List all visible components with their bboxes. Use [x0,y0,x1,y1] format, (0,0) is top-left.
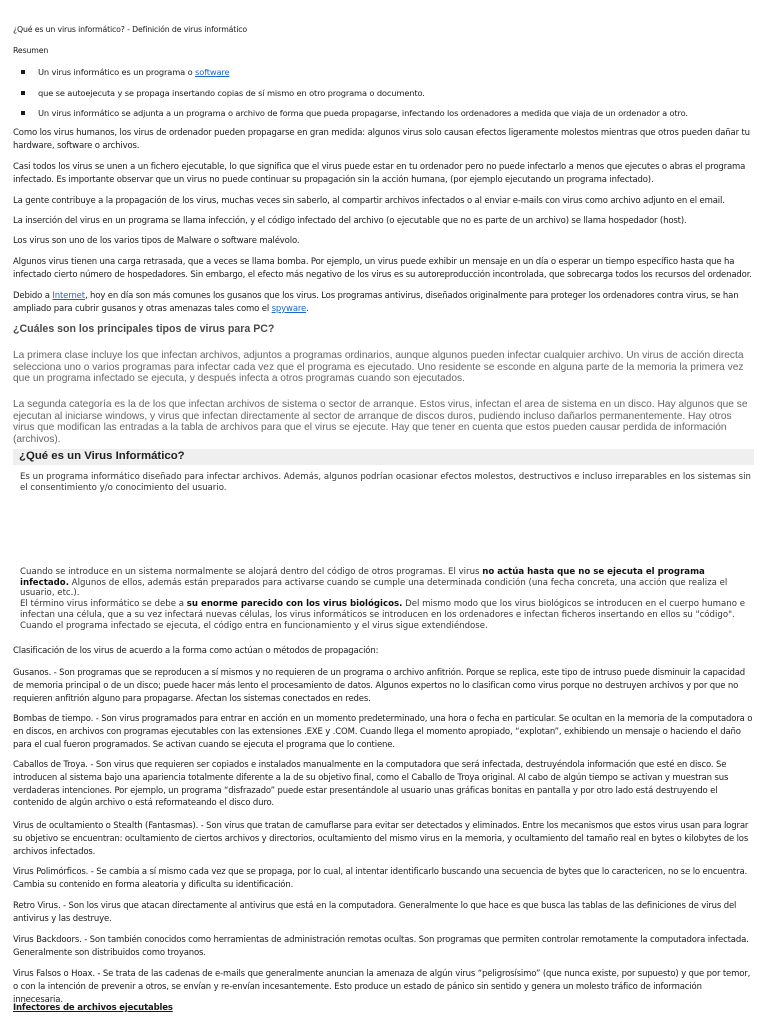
spyware-link[interactable]: spyware [271,303,307,314]
backdoors-paragraph: Virus Backdoors. - Son también conocidos como herramientas de administración remotas ocultas. Son programas que permiten controlar remotamente la computadora infectada. Generalmente son distribuidos como troyanos. [13,935,749,958]
paragraph: La inserción del virus en un programa se llama infección, y el código infectado del archivo (o ejecutable que no es parte de un archivo) se llama hospedador (host). [13,216,687,226]
paragraph: Como los virus humanos, los virus de ordenador pueden propagarse en gran medida: algunos virus solo causan efectos ligeramente molestos mientras que otros pueden dañar tu hardware, software o archivos. [13,128,750,151]
classification-intro: Clasificación de los virus de acuerdo a la forma como actúan o métodos de propagación: [13,646,379,656]
summary-item: que se autoejecuta y se propaga insertando copias de sí mismo en otro programa o documento. [38,87,754,99]
retro-paragraph: Retro Virus. - Son los virus que atacan directamente al antivirus que está en la computadora. Generalmente lo que hace es que busca las tablas de las definiciones de virus del antivirus y las destruye. [13,901,737,924]
what-is-heading: ¿Qué es un Virus Informático? [19,450,185,462]
paragraph: La gente contribuye a la propagación de los virus, muchas veces sin saberlo, al compartir archivos infectados o al enviar e-mails con virus como archivo adjunto en el email. [13,196,725,206]
hoax-paragraph: Virus Falsos o Hoax. - Se trata de las cadenas de e-mails que generalmente anuncian la amenaza de algún virus “peligrosísimo” (que nunca existe, por supuesto) y que por temor, o con la intención de prevenir a otros, se envían y re-envían incesantemente. Esto produce un estado de pánico sin sentido y genera un molesto tráfico de información innecesaria. [13,969,751,1005]
types-paragraph: La segunda categoría es la de los que infectan archivos de sistema o sector de arranque. Estos virus, infectan el area de sistema en un disco. Hay algunos que se ejecutan al iniciarse windows, y virus que infectan directamente al sector de arranque de discos duros, pudiendo incluso dañarlos permanentemente. Hay otros virus que modifican las entradas a la tabla de archivos para que el virus se ejecute. Hay que tener en cuenta que estos pueden causar perdida de información (archivos). [13,399,748,445]
worms-paragraph: Gusanos. - Son programas que se reproducen a sí mismos y no requieren de un programa o archivo anfitrión. Porque se replica, este tipo de intruso puede disminuir la capacidad de memoria principal o de un disco; puede hacer más lento el procesamiento de datos. Algunos expertos no lo clasifican como virus porque no destruyen archivos y por que no requieren anfitrión alguno para propagarse. Afectan los sistemas conectados en redes. [13,668,746,704]
stealth-paragraph: Virus de ocultamiento o Stealth (Fantasmas). - Son virus que tratan de camuflarse para evitar ser detectados y eliminados. Entre los mecanismos que estos virus usan para lograr su objetivo se encuentran: ocultamiento de ciertos archivos y directorios, ocultamiento del mismo virus en la memoria, y ocultamiento del tamaño real en bytes o kilobytes de los archivos infectados. [13,821,749,857]
executables-subheading: Infectores de archivos ejecutables [13,1003,173,1013]
polymorphic-paragraph: Virus Polimórficos. - Se cambia a sí mismo cada vez que se propaga, por lo cual, al intentar identificarlo buscando una secuencia de bytes que lo caractericen, no se lo encuentra. Cambia su contenido en forma aleatoria y dificulta su identificación. [13,867,748,890]
summary-item: Un virus informático es un programa o software [38,66,754,78]
types-heading: ¿Cuáles son los principales tipos de virus para PC? [13,323,275,335]
software-link[interactable]: software [195,67,230,77]
trojans-paragraph: Caballos de Troya. - Son virus que requieren ser copiados e instalados manualmente en la computadora que será infectada, destruyéndola información que esté en disco. Se introducen al sistema bajo una apariencia totalmente diferente a la de su objetivo final, como el Caballo de Troya original. Al cabo de algún tiempo se activan y muestran sus verdaderas intenciones. Por ejemplo, un programa “disfrazado” puede estar presentándole al usuario unas gráficas bonitas en pantalla y por otro lado está destruyendo el contenido de algún archivo o está reformateando el disco duro. [13,760,729,809]
paragraph: Debido a Internet, hoy en día son más comunes los gusanos que los virus. Los programas antivirus, diseñados originalmente para proteger los ordenadores contra virus, se han ampliado para cubrir gusanos y otras amenazas tales como el spyware. [13,291,739,314]
document-title: ¿Qué es un virus informático? - Definición de virus informático [13,25,247,34]
time-bombs-paragraph: Bombas de tiempo. - Son virus programados para entrar en acción en un momento predeterminado, una hora o fecha en particular. Se ocultan en la memoria de la computadora o en discos, en archivos con programas ejecutables con las extensiones .EXE y .COM. Cuando llega el momento apropiado, “explotan”, exhibiendo un mensaje o haciendo el daño para el cual fueron programados. Se activan cuando se ejecuta el programa que lo contiene. [13,714,753,750]
summary-label: Resumen [13,46,49,55]
paragraph: Algunos virus tienen una carga retrasada, que a veces se llama bomba. Por ejemplo, un virus puede exhibir un mensaje en un día o esperar un tiempo específico hasta que ha infectado cierto número de hospedadores. Sin embargo, el efecto más negativo de los virus es su autoreproducción incontrolada, que sobrecarga todos los recursos del ordenador. [13,257,752,280]
paragraph: Casi todos los virus se unen a un fichero ejecutable, lo que significa que el virus puede estar en tu ordenador pero no puede infectarlo a menos que ejecutes o abras el programa infectado. Es importante observar que un virus no puede continuar su propagación sin la acción humana, (por ejemplo ejecutando un programa infectado). [13,162,746,185]
description-paragraph: Cuando se introduce en un sistema normalmente se alojará dentro del código de otros programas. El virus no actúa hasta que no se ejecuta el programa infectado. Algunos de ellos, además están preparados para activarse cuando se cumple una determinada condición (una fecha concreta, una acción que realiza el usuario, etc.). El término virus informático se debe a su enorme parecido con los virus biológicos. Del mismo modo que los virus biológicos se introducen en el cuerpo humano e infectan una célula, que a su vez infectará nuevas células, los virus informáticos se introducen en los ordenadores e infectan ficheros insertando en ellos su "código". Cuando el programa infectado se ejecuta, el código entra en funcionamiento y el virus sigue extendiéndose. [20,567,745,631]
summary-list [38,66,754,128]
section-banner [13,449,754,465]
types-paragraph: La primera clase incluye los que infectan archivos, adjuntos a programas ordinarios, aunque algunos pueden infectar cualquier archivo. Un virus de acción directa selecciona uno o varios programas para infectar cada vez que el programa es ejecutado. Uno residente se esconde en alguna parte de la memoria la primera vez que un programa infectado se ejecuta, y después infecta a otros programas cuando son ejecutados. [13,350,744,385]
summary-item: Un virus informático se adjunta a un programa o archivo de forma que pueda propagarse, infectando los ordenadores a medida que viaja de un ordenador a otro. [38,107,754,119]
paragraph: Los virus son uno de los varios tipos de Malware o software malévolo. [13,236,300,246]
definition-text: Es un programa informático diseñado para infectar archivos. Además, algunos podrían ocasionar efectos molestos, destructivos e incluso irreparables en los sistemas sin el consentimiento y/o conocimiento del usuario. [20,472,751,493]
internet-link[interactable]: Internet [52,291,85,301]
